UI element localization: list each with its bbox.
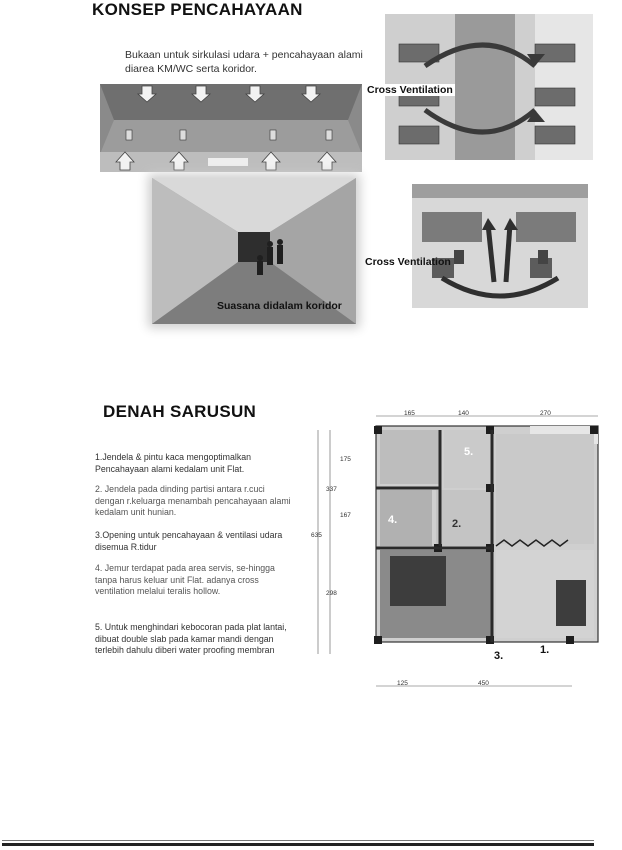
corridor-label: Suasana didalam koridor: [217, 300, 342, 312]
section1-title: KONSEP PENCAHAYAAN: [92, 0, 303, 19]
note-item: 3.Opening untuk pencahayaan & ventilasi udara disemua R.tidur: [95, 530, 283, 552]
room-number-4: 4.: [388, 514, 398, 526]
cross-ventilation-label-2: Cross Ventilation: [365, 256, 451, 268]
room-number-5: 5.: [464, 446, 474, 458]
floor-plan: [300, 404, 622, 700]
unit-plan-ventilation-image: [412, 184, 588, 308]
section2-title: DENAH SARUSUN: [103, 402, 257, 421]
footer-rule-thin: [2, 840, 594, 841]
dim-bottom-2: 450: [478, 680, 489, 687]
dim-left-4: 635: [311, 532, 322, 539]
note-item: 5. Untuk menghindari kebocoran pada plat lantai, dibuat double slab pada kamar mandi dengan terlebih dahulu diberi water proofing membran: [95, 622, 287, 655]
room-number-1: 1.: [540, 644, 550, 656]
note-item: 1.Jendela & pintu kaca mengoptimalkan Pencahayaan alami kedalam unit Flat.: [95, 452, 251, 474]
room-number-2: 2.: [452, 518, 462, 530]
footer-rule: [2, 843, 594, 846]
dim-bottom-1: 125: [397, 680, 408, 687]
dim-left-2: 337: [326, 486, 337, 493]
room-number-3: 3.: [494, 650, 504, 662]
dim-top-1: 165: [404, 410, 415, 417]
dim-top-3: 270: [540, 410, 551, 417]
dim-left-1: 175: [340, 456, 351, 463]
note-item: 2. Jendela pada dinding partisi antara r.cuci dengan r.keluarga menambah pencahayaan alami kedalam unit hunian.: [95, 484, 291, 517]
roof-plan-image: [100, 84, 362, 172]
dim-left-3: 167: [340, 512, 351, 519]
cross-ventilation-label-1: Cross Ventilation: [367, 84, 453, 96]
dim-left-5: 298: [326, 590, 337, 597]
dim-top-2: 140: [458, 410, 469, 417]
note-item: 4. Jemur terdapat pada area servis, se-hingga tanpa harus keluar unit Flat. adanya cross ventilation melalui teralis hollow.: [95, 563, 275, 596]
opening-caption: Bukaan untuk sirkulasi udara + pencahayaan alami diarea KM/WC serta koridor.: [125, 49, 363, 75]
